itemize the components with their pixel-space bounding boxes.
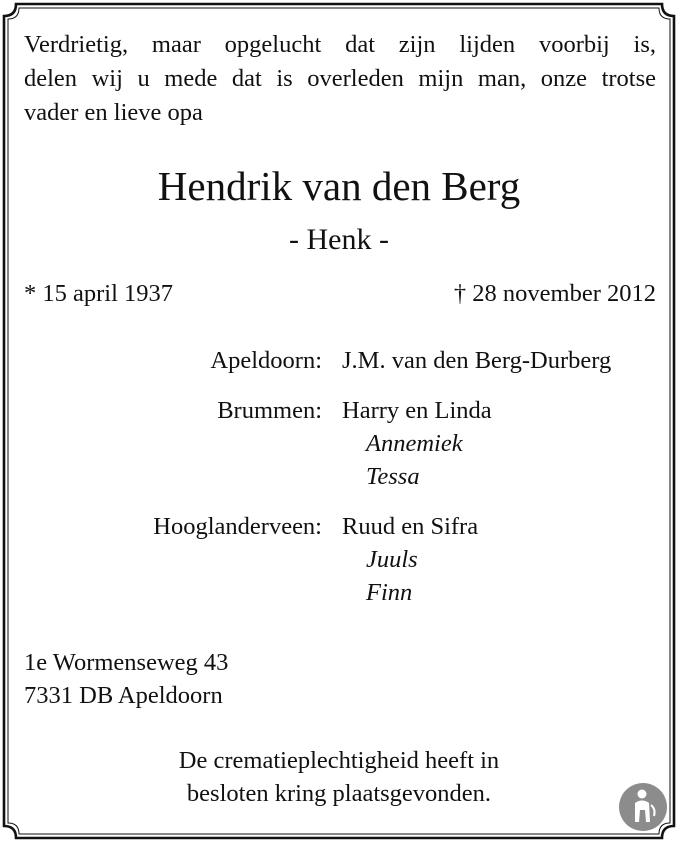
cremation-notice [0,744,678,810]
family-place: Apeldoorn: [210,347,322,374]
deceased-name: Hendrik van den Berg [157,163,521,209]
family-member-main: Ruud en Sifra [342,513,479,540]
deceased-nickname: - Henk - [289,223,389,256]
family-members [342,394,678,493]
family-group-hooglanderveen [0,510,678,609]
intro-line-2: delen wij u mede dat is overleden mijn man, onze trotse [24,65,656,92]
cremation-line-2: besloten kring plaatsgevonden. [186,780,492,807]
cremation-line-1: De crematieplechtigheid heeft in [178,747,500,774]
death-date: † 28 november 2012 [453,280,656,307]
memorial-logo-icon [618,782,668,832]
address-city: 7331 DB Apeldoorn [24,682,223,709]
intro-line-1: Verdrietig, maar opgelucht dat zijn lijden voorbij is, [24,31,656,58]
family-member-main: J.M. van den Berg-Durberg [342,347,612,374]
intro-line-3: vader en lieve opa [24,99,203,126]
birth-date: * 15 april 1937 [24,280,174,307]
intro-text [24,28,656,130]
family-members [342,510,678,609]
family-members [342,344,678,377]
grandchild-name: Finn [366,579,413,606]
family-place: Hooglanderveen: [153,513,322,540]
grandchild-name: Juuls [366,546,418,573]
address-street: 1e Wormenseweg 43 [24,649,229,676]
family-group-apeldoorn [0,344,678,377]
family-member-main: Harry en Linda [342,397,492,424]
family-list [0,344,678,626]
grandchild-name: Annemiek [366,430,463,457]
family-place: Brummen: [217,397,322,424]
grandchild-name: Tessa [366,463,420,490]
family-group-brummen [0,394,678,493]
correspondence-address [24,646,228,712]
